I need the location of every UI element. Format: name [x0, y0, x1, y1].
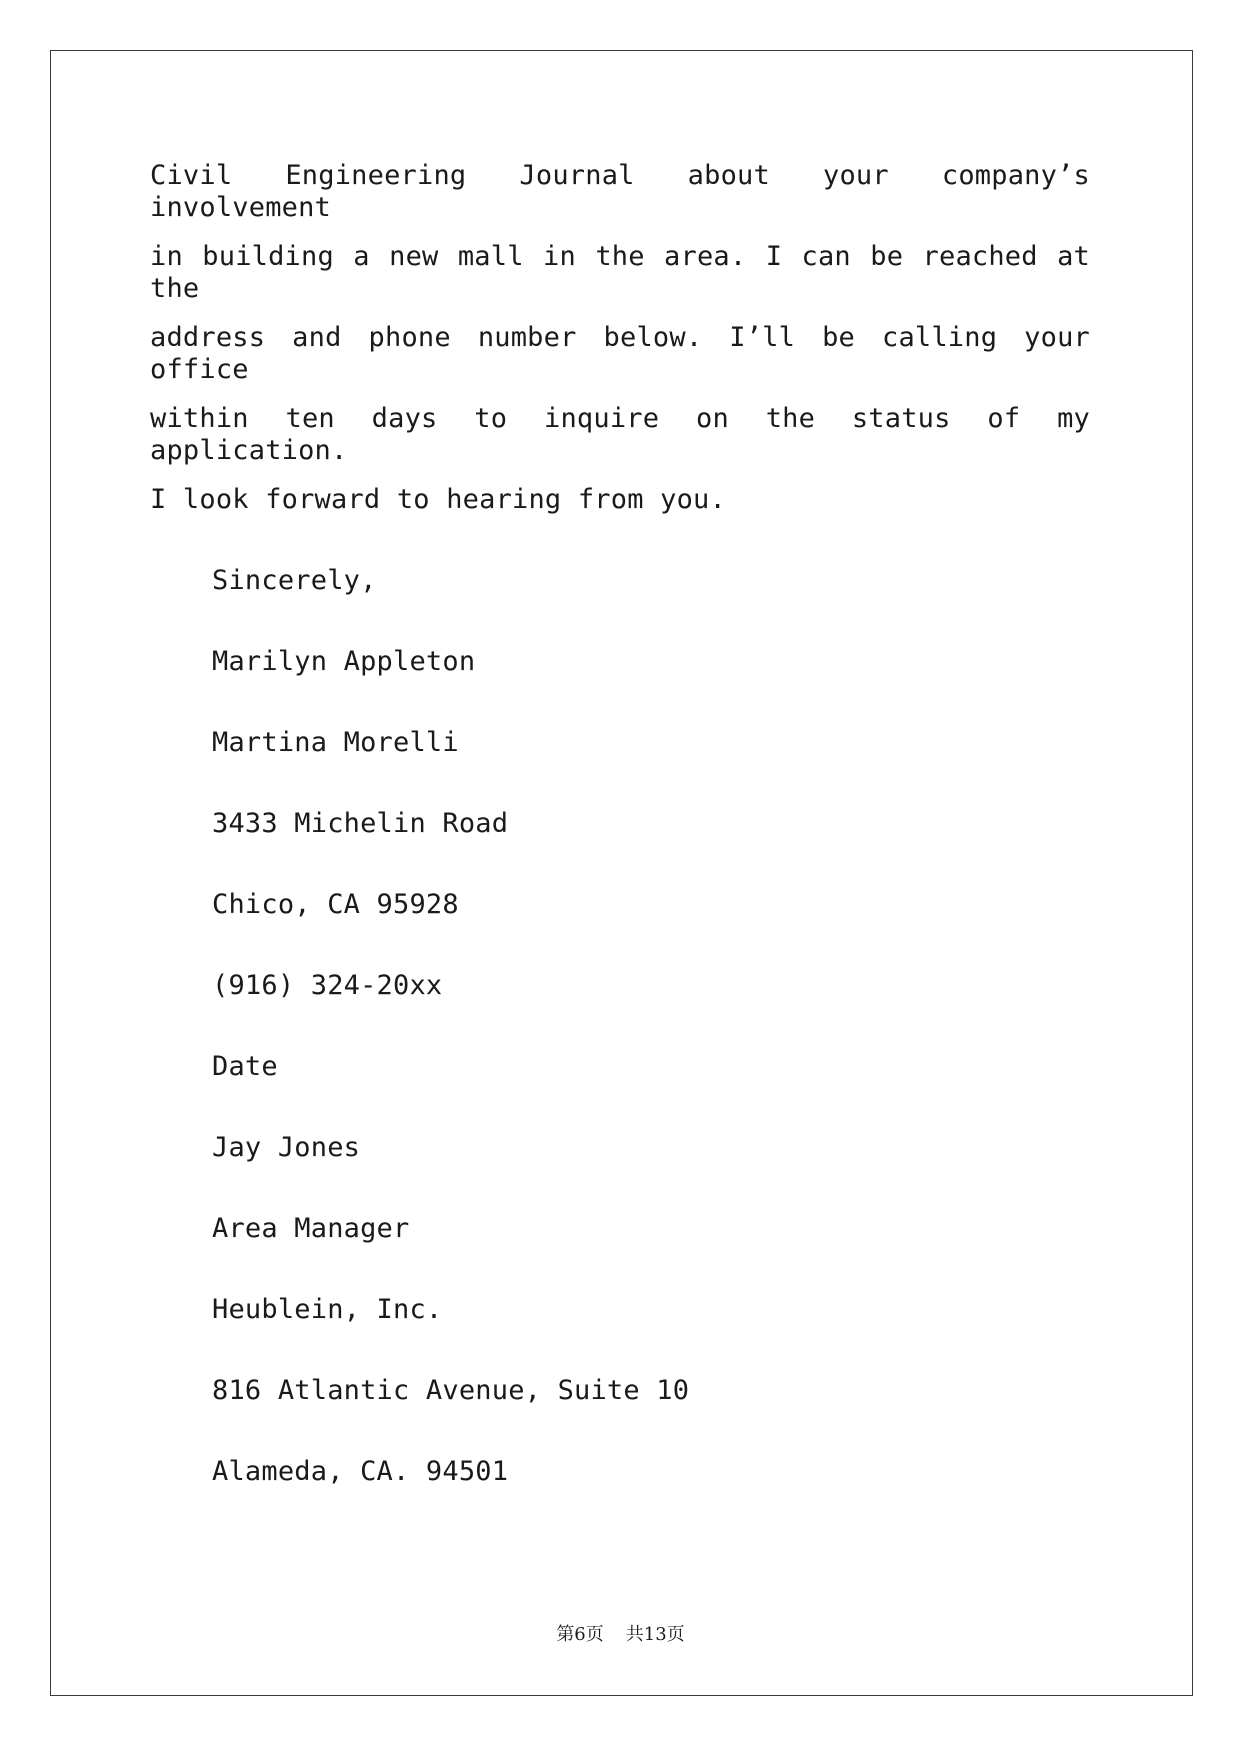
paragraph-line: address and phone number below. I’ll be calling your office — [150, 322, 1090, 385]
page-footer — [0, 1620, 1241, 1646]
sender-city: Chico, CA 95928 — [212, 889, 459, 920]
recipient-street: 816 Atlantic Avenue, Suite 10 — [212, 1375, 690, 1406]
paragraph-line: Civil Engineering Journal about your company’s involvement — [150, 160, 1090, 223]
signature-name: Marilyn Appleton — [212, 646, 476, 677]
date-label: Date — [212, 1051, 278, 1082]
paragraph-line: within ten days to inquire on the status of my application. — [150, 403, 1090, 466]
page-number: 第6页 — [556, 1624, 604, 1645]
sender-name: Martina Morelli — [212, 727, 459, 758]
recipient-name: Jay Jones — [212, 1132, 361, 1163]
recipient-city: Alameda, CA. 94501 — [212, 1456, 509, 1487]
closing: Sincerely, — [212, 565, 377, 596]
recipient-company: Heublein, Inc. — [212, 1294, 443, 1325]
sender-street: 3433 Michelin Road — [212, 808, 509, 839]
letter-body — [150, 160, 1090, 1537]
paragraph-line-last: I look forward to hearing from you. — [150, 484, 726, 515]
paragraph-line: in building a new mall in the area. I can be reached at the — [150, 241, 1090, 304]
recipient-title: Area Manager — [212, 1213, 410, 1244]
sender-phone: (916) 324-20xx — [212, 970, 443, 1001]
page-total: 共13页 — [625, 1624, 685, 1645]
